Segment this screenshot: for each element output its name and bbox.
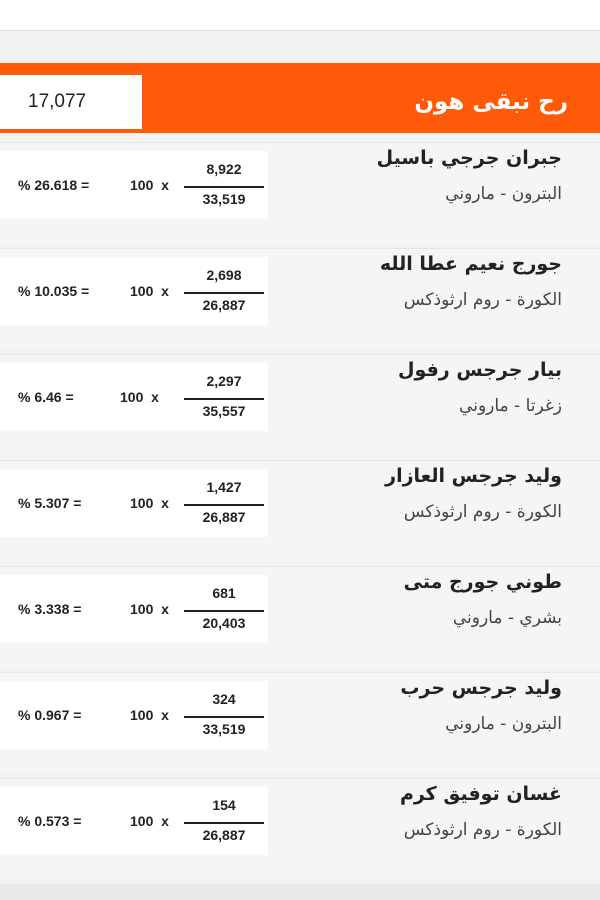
multiplier: 100 x xyxy=(130,283,169,299)
vote-calculation xyxy=(0,257,268,325)
vote-calculation xyxy=(0,363,268,431)
fraction-line xyxy=(184,716,264,718)
bottom-divider xyxy=(0,884,600,900)
district-votes: 26,887 xyxy=(202,827,246,843)
multiplier: 100 x xyxy=(130,813,169,829)
candidate-votes: 2,297 xyxy=(206,373,242,389)
candidate-name: جبران جرجي باسيل xyxy=(376,147,562,169)
list-title: رح نبقى هون xyxy=(414,89,568,115)
fraction-line xyxy=(184,186,264,188)
district-votes: 33,519 xyxy=(202,191,246,207)
vote-calculation xyxy=(0,787,268,855)
percentage-result: % 0.967 = xyxy=(18,707,82,723)
candidate-district-sect: بشري - ماروني xyxy=(452,608,562,628)
candidate-district-sect: زغرتا - ماروني xyxy=(459,396,562,416)
candidate-name: وليد جرجس العازار xyxy=(385,465,562,487)
candidate-district-sect: الكورة - روم ارثوذكس xyxy=(403,290,562,310)
candidate-row xyxy=(0,354,600,455)
candidate-votes: 154 xyxy=(212,797,236,813)
percentage-result: % 5.307 = xyxy=(18,495,82,511)
district-votes: 20,403 xyxy=(202,615,246,631)
candidate-row xyxy=(0,142,600,243)
candidate-name: جورج نعيم عطا الله xyxy=(379,253,562,275)
fraction-line xyxy=(184,822,264,824)
candidate-district-sect: الكورة - روم ارثوذكس xyxy=(403,820,562,840)
percentage-result: % 3.338 = xyxy=(18,601,82,617)
district-votes: 26,887 xyxy=(202,509,246,525)
fraction-line xyxy=(184,610,264,612)
fraction-line xyxy=(184,292,264,294)
percentage-result: % 0.573 = xyxy=(18,813,82,829)
candidate-row xyxy=(0,460,600,561)
vote-calculation xyxy=(0,681,268,749)
status-bar xyxy=(0,0,600,31)
district-votes: 26,887 xyxy=(202,297,246,313)
candidate-district-sect: الكورة - روم ارثوذكس xyxy=(403,502,562,522)
candidate-votes: 2,698 xyxy=(206,267,242,283)
candidate-votes: 1,427 xyxy=(206,479,242,495)
list-total-votes: 17,077 xyxy=(0,75,142,129)
percentage-result: % 10.035 = xyxy=(18,283,90,299)
multiplier: 100 x xyxy=(130,601,169,617)
vote-calculation xyxy=(0,575,268,643)
percentage-result: % 26.618 = xyxy=(18,177,90,193)
candidate-row xyxy=(0,566,600,667)
candidate-name: وليد جرجس حرب xyxy=(400,677,562,699)
candidate-row xyxy=(0,672,600,773)
candidate-name: بيار جرجس رفول xyxy=(397,359,562,381)
vote-calculation xyxy=(0,469,268,537)
percentage-result: % 6.46 = xyxy=(18,389,74,405)
candidate-name: غسان توفيق كرم xyxy=(399,783,562,805)
multiplier: 100 x xyxy=(130,707,169,723)
multiplier: 100 x xyxy=(130,495,169,511)
candidate-votes: 681 xyxy=(212,585,236,601)
multiplier: 100 x xyxy=(130,177,169,193)
vote-calculation xyxy=(0,151,268,219)
fraction-line xyxy=(184,504,264,506)
district-votes: 33,519 xyxy=(202,721,246,737)
fraction-line xyxy=(184,398,264,400)
candidate-name: طوني جورج متى xyxy=(403,571,562,593)
candidate-row xyxy=(0,778,600,879)
candidate-district-sect: البترون - ماروني xyxy=(445,714,562,734)
multiplier: 100 x xyxy=(120,389,159,405)
candidate-district-sect: البترون - ماروني xyxy=(445,184,562,204)
district-votes: 35,557 xyxy=(202,403,246,419)
candidate-votes: 324 xyxy=(212,691,236,707)
candidate-votes: 8,922 xyxy=(206,161,242,177)
candidate-row xyxy=(0,248,600,349)
